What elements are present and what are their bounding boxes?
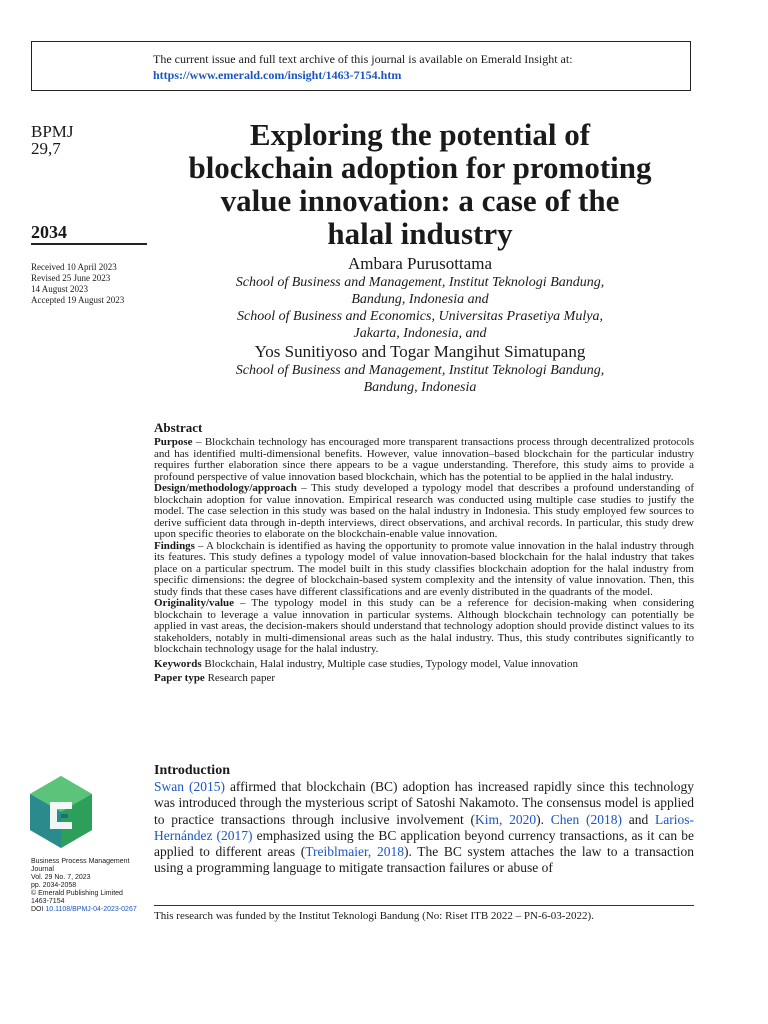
intro-text: and (622, 811, 656, 827)
title-line: blockchain adoption for promoting (188, 150, 652, 185)
citation-link-larios[interactable]: Larios-Hernández (2017) (154, 811, 694, 843)
revised-date-2: 14 August 2023 (31, 284, 89, 294)
article-dates (31, 262, 124, 306)
citation-link-chen[interactable]: Chen (2018) (550, 811, 622, 827)
introduction (154, 763, 694, 877)
journal-banner (31, 41, 691, 91)
paper-type (154, 673, 694, 685)
design-label: Design/methodology/approach (154, 482, 297, 494)
citation-link-swan[interactable]: Swan (2015) (154, 779, 225, 794)
originality-text: – The typology model in this study can be a reference for decision-making when considering blockchain to leverage a value innovation in particular systems. Although blockchain technology can potentially be applied in vast areas, the decision-makers should understand that technology adoption should provide distinct values to its stakeholders, notably in multi-dimensional areas such as the halal industry. Thus, this study contributes significantly to blockchain technology usage for the halal industry. (154, 597, 694, 655)
issn: 1463-7154 (31, 898, 65, 905)
abstract-purpose (154, 437, 694, 483)
journal-word: Journal (31, 866, 54, 873)
author-name: Ambara Purusottama (348, 254, 492, 273)
affiliation: Bandung, Indonesia (363, 380, 477, 395)
findings-text: – A blockchain is identified as having the opportunity to promote value innovation in the halal industry through its features. This study defines a typology model of value innovation-based blockchain for the halal industry that takes place on a particular spectrum. The model built in this study classifies blockchain adoption for the halal industry from specific dimensions: the degree of blockchain-based system complexity and the intensity of value innovation. Then, this study finds that these cases have different classifications and are evenly distributed in the quadrants of the model. (154, 539, 694, 598)
design-text: – This study developed a typology model that describes a profound understanding of blockchain adoption for value innovation. Empirical research was conducted using multiple case studies to justify the model. The case selection in this study was based on the halal industry in Indonesia. This study employed few sources to derive sufficient data through in-depth interviews, direct observations, and archival records. In particular, this study drew upon specific theories to elaborate on the blockchain-enable value innovation. (154, 482, 694, 540)
journal-name: Business Process Management (31, 858, 130, 865)
paper-type-text: Research paper (204, 672, 276, 684)
doi-link[interactable]: 10.1108/BPMJ-04-2023-0267 (45, 906, 137, 913)
purpose-text: – Blockchain technology has encouraged more transparent transactions process through decentralized protocols and has identified multi-dimensional benefits. However, value innovation–based blockchain for the particular industry requires further elaboration since there appears to be a vague understanding. Therefore, this study aims to provide a profound perspective of value innovation based blockchain, which has the potential to be applied in the halal industry. (154, 436, 694, 483)
purpose-label: Purpose (154, 436, 193, 448)
emerald-logo-icon (30, 776, 92, 848)
title-line: value innovation: a case of the (220, 183, 620, 218)
intro-text: ). The BC system attaches the law to a transaction using a programming language to mitigate transaction failures or abuse of (154, 844, 694, 876)
keywords-text: Blockchain, Halal industry, Multiple case studies, Typology model, Value innovation (201, 657, 579, 670)
affiliation: School of Business and Management, Institut Teknologi Bandung, (235, 363, 605, 378)
abstract-originality (154, 598, 694, 656)
citation-link-kim[interactable]: Kim, 2020 (474, 811, 537, 827)
title-line: Exploring the potential of (249, 117, 591, 152)
affiliation: Bandung, Indonesia and (351, 292, 489, 307)
intro-text: ). (536, 811, 551, 827)
paper-title (150, 118, 690, 250)
affiliation: School of Business and Economics, Universitas Prasetiya Mulya, (237, 309, 603, 324)
received-date: Received 10 April 2023 (31, 262, 117, 272)
accepted-date: Accepted 19 August 2023 (31, 295, 125, 305)
author-name: Yos Sunitiyoso and Togar Mangihut Simatupang (254, 342, 586, 361)
volume-issue: 29,7 (31, 139, 61, 158)
footnote-divider (154, 905, 694, 906)
sidebar-divider (31, 243, 147, 245)
journal-pages: pp. 2034-2058 (31, 882, 77, 889)
banner-text: The current issue and full text archive of this journal is available on Emerald Insight at: (153, 52, 573, 66)
abstract-heading: Abstract (154, 420, 203, 435)
banner-url-link[interactable]: https://www.emerald.com/insight/1463-7154.htm (153, 68, 402, 82)
page-number: 2034 (31, 222, 67, 242)
doi-line (31, 906, 137, 914)
abstract-design (154, 483, 694, 541)
title-line: halal industry (327, 216, 513, 251)
findings-label: Findings (154, 539, 195, 552)
intro-heading: Introduction (154, 763, 230, 778)
keywords (154, 659, 694, 671)
journal-abbr: BPMJ (31, 122, 74, 141)
intro-text: affirmed that blockchain (BC) adoption has increased rapidly since this technology was introduced through the mysterious script of Satoshi Nakamoto. The consensus model is applied to practice transactions through inclusive involvement ( (154, 779, 694, 827)
revised-date: Revised 25 June 2023 (31, 273, 111, 283)
keywords-label: Keywords (154, 657, 202, 670)
abstract (154, 420, 694, 685)
publisher: © Emerald Publishing Limited (31, 890, 123, 897)
paper-type-label: Paper type (154, 672, 205, 684)
abstract-findings (154, 541, 694, 599)
journal-volume: Vol. 29 No. 7, 2023 (31, 874, 91, 881)
journal-abbreviation (31, 123, 74, 157)
doi-prefix: DOI (31, 906, 44, 913)
intro-paragraph (154, 779, 694, 877)
journal-info (31, 858, 137, 914)
citation-link-treiblmaier[interactable]: Treiblmaier, 2018 (305, 844, 404, 860)
author-block (150, 254, 690, 396)
affiliation: School of Business and Management, Institut Teknologi Bandung, (235, 275, 605, 290)
originality-label: Originality/value (154, 597, 235, 609)
affiliation: Jakarta, Indonesia, and (353, 326, 487, 341)
intro-text: emphasized using the BC application beyond currency transactions, as it can be applied to different areas ( (154, 827, 694, 860)
funding-footnote: This research was funded by the Institut Teknologi Bandung (No: Riset ITB 2022 – PN-6-03-2022). (154, 910, 594, 922)
